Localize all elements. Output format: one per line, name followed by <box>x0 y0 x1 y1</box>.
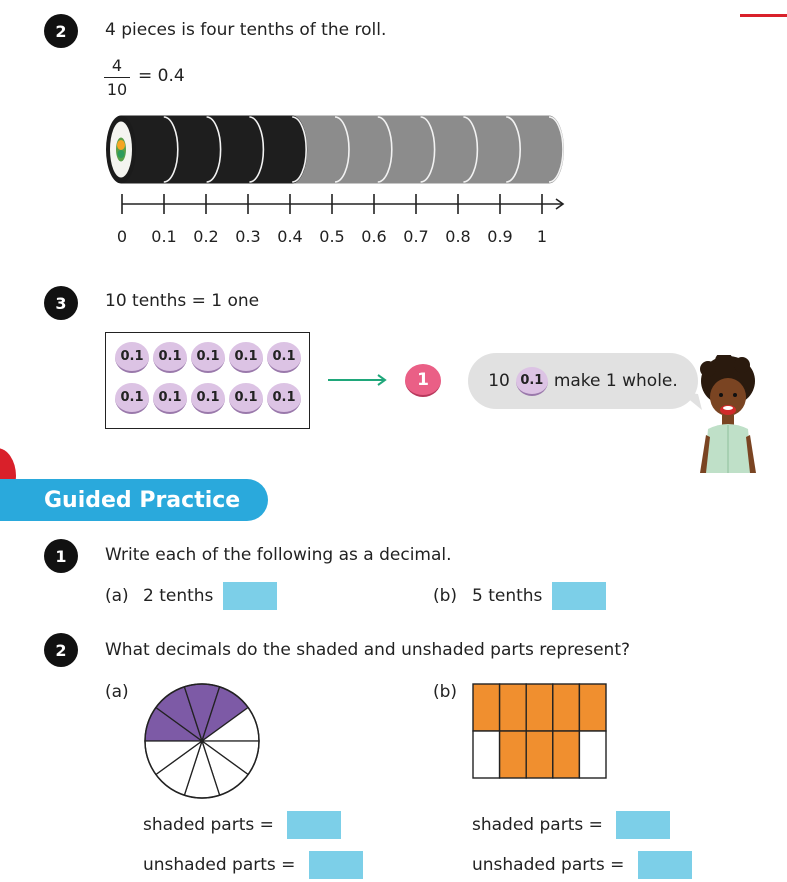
speech-bubble <box>468 353 698 409</box>
tenth-disc: 0.1 <box>191 342 225 373</box>
unshaded-parts-label-b: unshaded parts = <box>472 855 625 875</box>
number-line-tick-label: 0.4 <box>277 227 303 246</box>
part-b-label: (b) <box>433 682 458 702</box>
guided-practice-banner: Guided Practice <box>0 479 268 521</box>
item-number-badge: 3 <box>44 286 78 320</box>
roll-end-face <box>106 116 136 184</box>
question-prompt: Write each of the following as a decimal. <box>105 545 452 565</box>
question-number-badge: 2 <box>44 633 78 667</box>
one-disc: 1 <box>405 364 441 397</box>
green-arrow <box>326 372 390 388</box>
tenth-disc: 0.1 <box>115 383 149 414</box>
speech-tenth-disc: 0.1 <box>516 367 548 396</box>
item-statement: 10 tenths = 1 one <box>105 291 260 311</box>
unshaded-answer-box-a[interactable] <box>309 851 363 879</box>
fraction-equals-decimal: = 0.4 <box>138 66 185 86</box>
item-number-badge: 2 <box>44 14 78 48</box>
sushi-roll-illustration <box>104 113 566 186</box>
number-line-tick-label: 0 <box>116 227 128 246</box>
tenth-disc: 0.1 <box>267 383 301 414</box>
tenth-disc: 0.1 <box>267 342 301 373</box>
unshaded-parts-label-a: unshaded parts = <box>143 855 296 875</box>
grid-cell-shaded <box>500 731 527 778</box>
number-line-tick-label: 0.5 <box>319 227 345 246</box>
unshaded-answer-box-b[interactable] <box>638 851 692 879</box>
shaded-answer-box-b[interactable] <box>616 811 670 839</box>
item-statement: 4 pieces is four tenths of the roll. <box>105 20 387 40</box>
part-b-label: (b) <box>433 586 458 606</box>
number-line-tick-label: 0.2 <box>193 227 219 246</box>
fraction-denominator: 10 <box>106 80 128 99</box>
shaded-parts-label-a: shaded parts = <box>143 815 274 835</box>
fraction <box>104 56 130 99</box>
number-line-tick-label: 0.7 <box>403 227 429 246</box>
number-line-tick-label: 1 <box>536 227 548 246</box>
part-a-label: (a) <box>105 682 129 702</box>
grid-cell-shaded <box>473 684 500 731</box>
grid-cell-shaded <box>553 731 580 778</box>
number-line-tick-label: 0.6 <box>361 227 387 246</box>
tenth-disc: 0.1 <box>115 342 149 373</box>
tenth-disc: 0.1 <box>153 383 187 414</box>
number-line <box>110 190 572 220</box>
grid-cell-unshaded <box>473 731 500 778</box>
number-line-tick-label: 0.8 <box>445 227 471 246</box>
grid-cell-shaded <box>526 731 553 778</box>
part-b-text: 5 tenths <box>472 586 543 606</box>
part-a-label: (a) <box>105 586 129 606</box>
question-prompt: What decimals do the shaded and unshaded parts represent? <box>105 640 631 660</box>
question-number-badge: 1 <box>44 539 78 573</box>
boy-character-illustration <box>696 355 760 473</box>
grid-cell-shaded <box>579 684 606 731</box>
shaded-parts-label-b: shaded parts = <box>472 815 603 835</box>
grid-cell-unshaded <box>579 731 606 778</box>
tenth-disc: 0.1 <box>153 342 187 373</box>
grid-cell-shaded <box>526 684 553 731</box>
speech-prefix: 10 <box>488 371 510 391</box>
number-line-tick-label: 0.1 <box>151 227 177 246</box>
number-line-tick-label: 0.9 <box>487 227 513 246</box>
corner-accent-line <box>740 14 787 17</box>
answer-box-a[interactable] <box>223 582 277 610</box>
grid-cell-shaded <box>500 684 527 731</box>
number-line-tick-label: 0.3 <box>235 227 261 246</box>
answer-box-b[interactable] <box>552 582 606 610</box>
shaded-answer-box-a[interactable] <box>287 811 341 839</box>
grid-rectangle-diagram <box>472 683 608 780</box>
pie-circle-diagram <box>142 681 262 801</box>
speech-suffix: make 1 whole. <box>553 371 678 391</box>
tenth-disc: 0.1 <box>229 383 263 414</box>
grid-cell-shaded <box>553 684 580 731</box>
part-a-text: 2 tenths <box>143 586 214 606</box>
fraction-numerator: 4 <box>111 56 123 75</box>
tenth-disc: 0.1 <box>229 342 263 373</box>
tenth-disc: 0.1 <box>191 383 225 414</box>
